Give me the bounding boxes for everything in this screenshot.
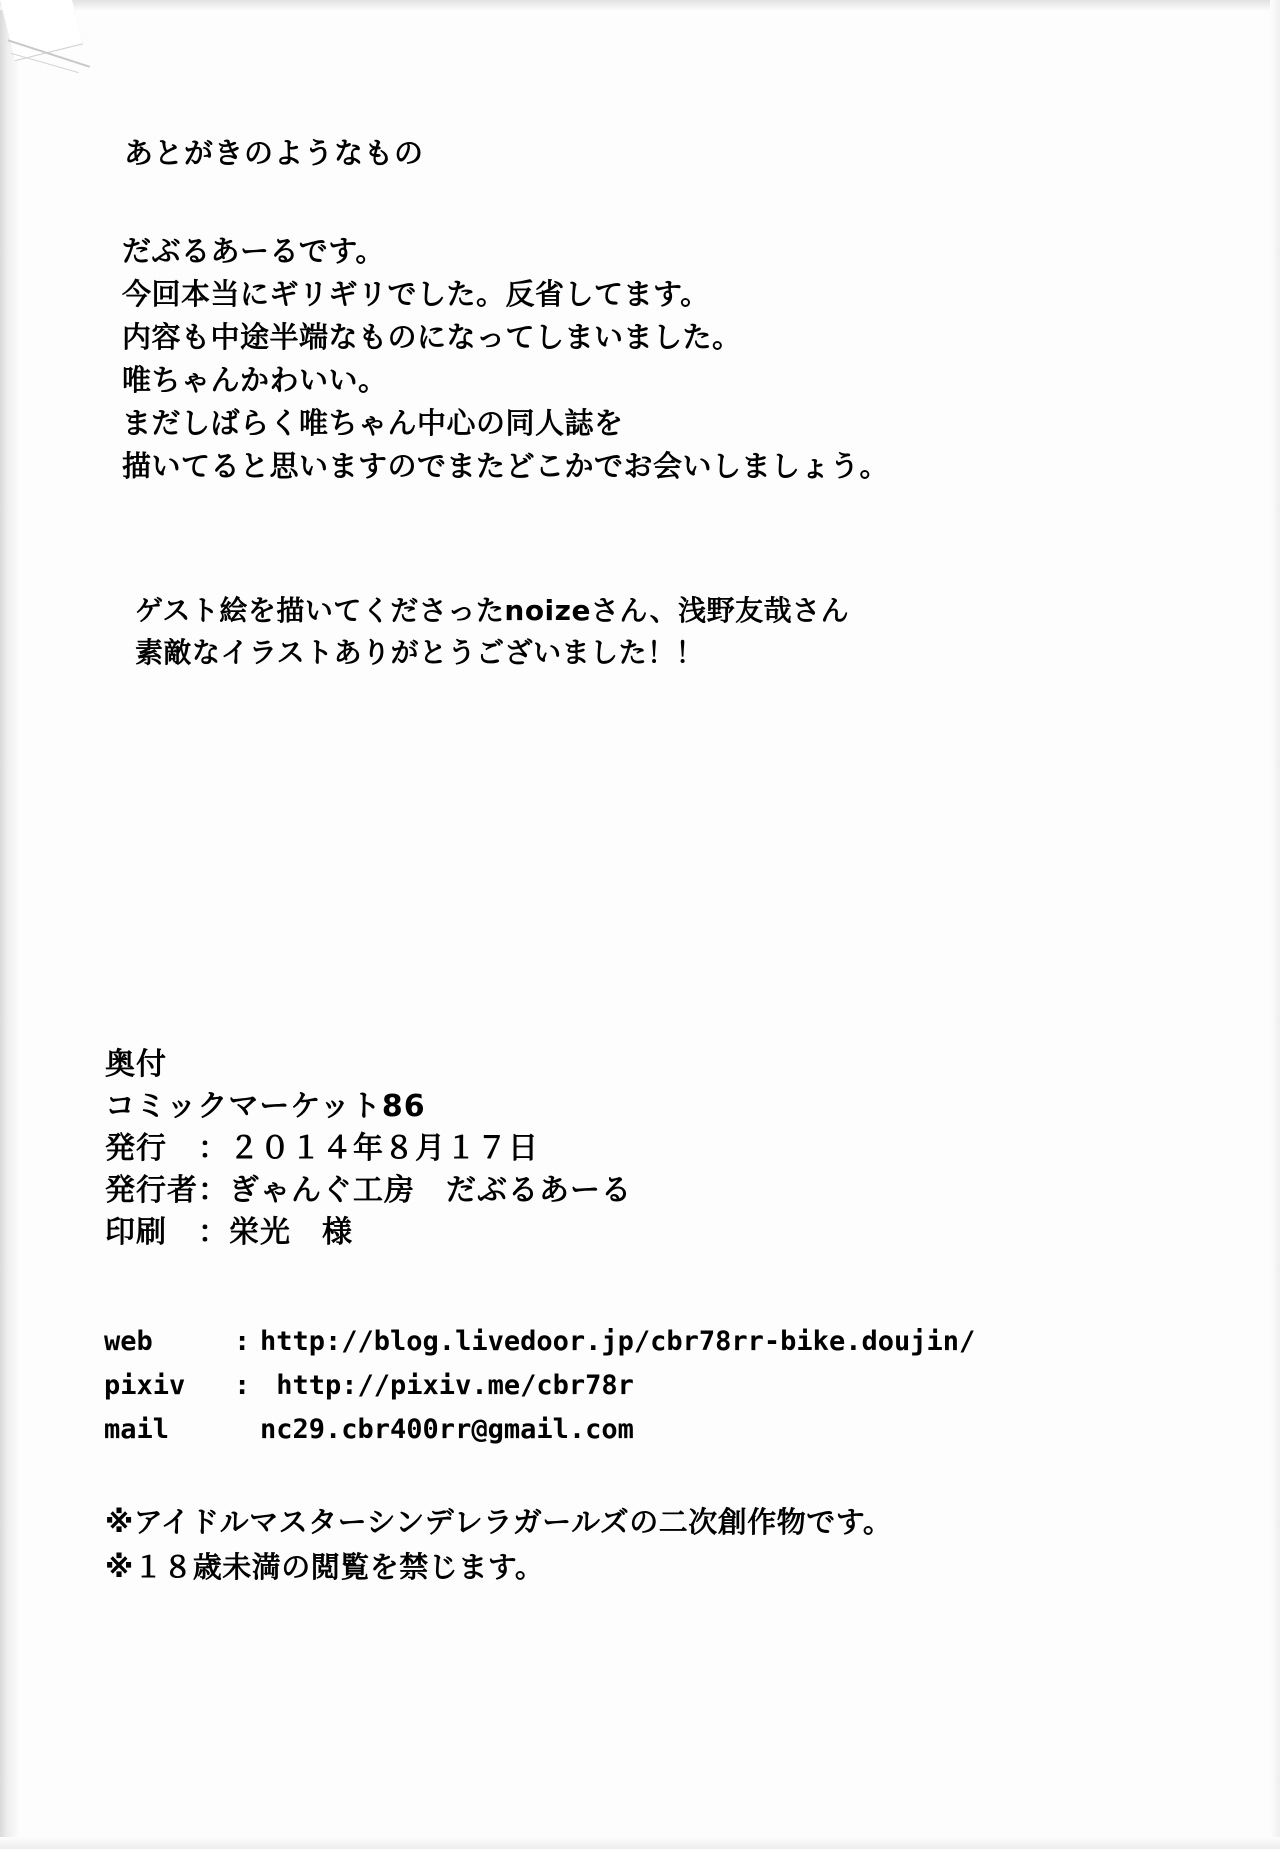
legal-note-age-restriction: ※１８歳未満の閲覧を禁じます。	[105, 1550, 545, 1584]
afterword-line: 今回本当にギリギリでした。反省してます。	[122, 277, 710, 311]
contact-block	[104, 1320, 975, 1452]
contact-sep-pixiv: :	[234, 1370, 251, 1401]
guest-thanks-line: ゲスト絵を描いてくださったnoizeさん、浅野友哉さん	[135, 594, 850, 627]
guest-thanks-block	[135, 590, 849, 674]
colophon-event: コミックマーケット86	[105, 1089, 426, 1124]
legal-note-derivative: ※アイドルマスターシンデレラガールズの二次創作物です。	[105, 1505, 893, 1539]
contact-label-mail: mail	[104, 1414, 170, 1445]
colophon-publish-date: 発行 ：２０１４年８月１７日	[105, 1131, 539, 1166]
page-edge-left	[0, 0, 18, 1849]
contact-row-pixiv	[104, 1364, 975, 1408]
afterword-line: 内容も中途半端なものになってしまいました。	[122, 320, 742, 354]
afterword-body	[122, 230, 889, 488]
guest-thanks-line: 素敵なイラストありがとうございました！！	[135, 636, 705, 669]
colophon-heading: 奥付	[105, 1047, 167, 1082]
contact-value-web[interactable]: http://blog.livedoor.jp/cbr78rr-bike.doujin/	[260, 1326, 976, 1357]
contact-value-mail[interactable]: nc29.cbr400rr@gmail.com	[260, 1414, 634, 1445]
page-corner-fold	[0, 0, 83, 60]
colophon-publisher: 発行者：ぎゃんぐ工房 だぶるあーる	[105, 1173, 632, 1208]
contact-label-pixiv: pixiv	[104, 1370, 186, 1401]
page-edge-right	[1270, 0, 1280, 1849]
afterword-line: まだしばらく唯ちゃん中心の同人誌を	[122, 406, 624, 440]
page-edge-bottom	[0, 1837, 1280, 1849]
page-corner-crease-secondary	[11, 53, 79, 73]
afterword-line: だぶるあーるです。	[122, 234, 385, 268]
afterword-title: あとがきのようなもの	[124, 136, 425, 170]
colophon-block	[105, 1044, 632, 1254]
contact-sep-web: :	[234, 1326, 251, 1357]
contact-value-pixiv[interactable]: http://pixiv.me/cbr78r	[260, 1370, 634, 1401]
contact-row-web	[104, 1320, 975, 1364]
colophon-printer: 印刷 ：栄光 様	[105, 1215, 353, 1250]
afterword-line: 描いてると思いますのでまたどこかでお会いしましょう。	[122, 449, 890, 483]
legal-notes-block	[105, 1500, 892, 1590]
contact-label-web: web	[104, 1326, 153, 1357]
page-edge-top	[0, 0, 1280, 10]
afterword-line: 唯ちゃんかわいい。	[122, 363, 388, 397]
contact-row-mail	[104, 1408, 975, 1452]
